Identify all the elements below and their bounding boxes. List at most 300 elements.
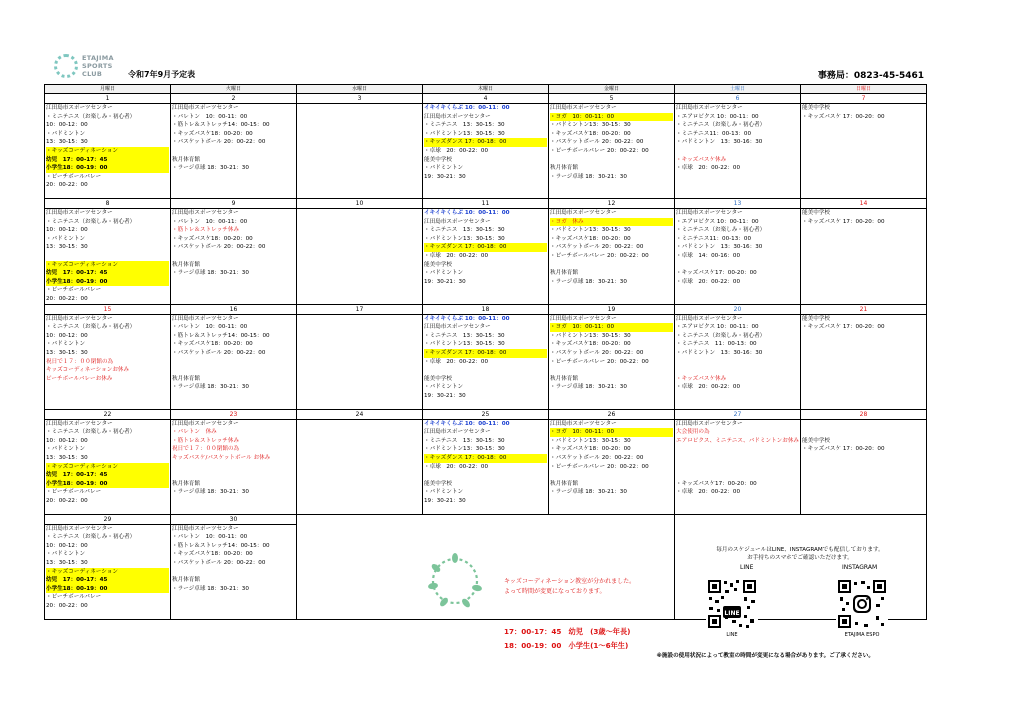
weekday-tue: 火曜日 [171, 85, 297, 94]
schedule-line: 20：00-22：00 [46, 295, 88, 302]
sns-heading-line-1: 毎月のスケジュールはLINE、INSTAGRAMでも配信しております。 [716, 547, 884, 553]
schedule-line [676, 261, 799, 270]
schedule-line: ・バドミントン [424, 165, 464, 172]
schedule-line: 江田島市スポーツセンター [676, 315, 743, 322]
logo-text [82, 54, 114, 78]
schedule-line: 秋月体育館 [172, 577, 200, 584]
schedule-line [424, 471, 547, 480]
day-number: 15 [45, 305, 170, 315]
empty-day-cell [549, 514, 675, 619]
schedule-line: ・エアロビクス 10：00-11：00 [676, 218, 759, 225]
schedule-line: ・卓球 14：00-16：00 [676, 252, 741, 259]
schedule-line: ・バスケットボール 20：00-22：00 [172, 139, 266, 146]
instagram-qr-caption: ETAJIMA ESPO [844, 632, 880, 638]
schedule-line [550, 156, 673, 165]
schedule-line: ・ミニテニス（お楽しみ・初心者） [46, 534, 136, 541]
notice-line-2: よって時間が変更になっております。 [504, 588, 606, 595]
schedule-line [676, 147, 799, 156]
schedule-line: ・筋トレ＆ストレッチ14：00-15：00 [172, 122, 270, 129]
schedule-line: 能美中学校 [424, 261, 452, 268]
day-number: 28 [801, 410, 926, 420]
calendar-table [44, 84, 927, 620]
schedule-line [676, 366, 799, 375]
schedule-line: ・ミニテニス（お楽しみ・初心者） [46, 429, 136, 436]
day-number: 9 [171, 199, 296, 209]
schedule-line: ・バスケットボール 20：00-22：00 [172, 559, 266, 566]
schedule-line: 13：30-15：30 [46, 454, 88, 461]
schedule-line: ・ヨガ 10：00-11：00 [550, 323, 673, 332]
schedule-line: ・卓球 20：00-22：00 [424, 147, 489, 154]
calendar-day-cell [45, 199, 171, 305]
schedule-line: ・バレトン 10：00-11：00 [172, 534, 248, 541]
schedule-line: 小学生18：00-19：00 [46, 585, 169, 594]
day-number: 14 [801, 199, 926, 209]
schedule-line: ・キッズバスケ17：00-20：00 [676, 480, 757, 487]
schedule-line [172, 471, 295, 480]
schedule-line: 19：30-21：30 [424, 278, 466, 285]
schedule-line: ・バドミントン13：30-15：30 [424, 446, 505, 453]
schedule-line: ・ミニテニス 13：30-15：30 [424, 227, 505, 234]
schedule-line: ・キッズバスケ 17：00-20：00 [802, 218, 885, 225]
day-schedule [549, 209, 674, 286]
day-schedule [423, 315, 548, 401]
weekday-sun: 日曜日 [801, 85, 927, 94]
schedule-line: 江田島市スポーツセンター [676, 210, 743, 216]
schedule-line: 能美中学校 [424, 156, 452, 163]
schedule-line: ・ミニテニス11：00-13：00 [676, 130, 752, 137]
schedule-line: ・キッズダンス 17：00-18：00 [424, 138, 547, 147]
schedule-line: 13：30-15：30 [46, 349, 88, 356]
schedule-line: 13：30-15：30 [46, 244, 88, 251]
schedule-line [676, 471, 799, 480]
calendar-week-row [45, 409, 927, 514]
schedule-line: ・ラージ卓球 18：30-21：30 [550, 384, 627, 391]
day-schedule [675, 104, 800, 173]
schedule-line: ・キッズコーディネーション [46, 261, 169, 270]
day-number: 26 [549, 410, 674, 420]
schedule-line [676, 358, 799, 367]
schedule-line [172, 568, 295, 577]
schedule-line: 能美中学校 [802, 315, 830, 322]
schedule-line: ・ラージ卓球 18：30-21：30 [550, 173, 627, 180]
schedule-line: ・ビーチボールバレー [46, 489, 102, 496]
schedule-line: 秋月体育館 [172, 375, 200, 382]
schedule-line: 江田島市スポーツセンター [676, 420, 743, 427]
schedule-line: 江田島市スポーツセンター [46, 525, 113, 532]
schedule-line: ・キッズコーディネーション [46, 568, 169, 577]
schedule-line [802, 428, 925, 437]
schedule-line: 13：30-15：30 [46, 559, 88, 566]
schedule-line: ・筋トレ＆ストレッチ休み [172, 437, 240, 444]
schedule-line: 江田島市スポーツセンター [46, 210, 113, 216]
schedule-line: ・ビーチボールバレー 20：00-22：00 [550, 358, 649, 365]
schedule-line: 江田島市スポーツセンター [424, 113, 491, 120]
schedule-line: ・ビーチボールバレー 20：00-22：00 [550, 147, 649, 154]
page-title: 令和7年9月予定表 [128, 70, 196, 79]
calendar-day-cell [801, 409, 927, 514]
calendar-day-cell [171, 199, 297, 305]
day-schedule [675, 209, 800, 286]
day-number: 6 [675, 94, 800, 104]
day-schedule [45, 525, 170, 611]
calendar-day-cell [45, 304, 171, 409]
line-label: LINE [740, 564, 754, 571]
schedule-line: 幼児 17：00-17：45 [46, 471, 169, 480]
calendar-week-row [45, 94, 927, 199]
schedule-line: ・バスケットボール 20：00-22：00 [550, 349, 644, 356]
day-schedule [801, 420, 926, 454]
schedule-line: ・キッズバスケ18：00-20：00 [550, 130, 631, 137]
schedule-line: 能美中学校 [802, 105, 830, 111]
schedule-line: ・バドミントン13：30-15：30 [550, 332, 631, 339]
schedule-line: ・バスケットボール 20：00-22：00 [172, 349, 266, 356]
schedule-line: 江田島市スポーツセンター [46, 315, 113, 322]
day-number: 10 [297, 199, 422, 209]
schedule-line: イキイキくらぶ 10：00-11：00 [424, 105, 510, 111]
schedule-line: 19：30-21：30 [424, 392, 466, 399]
schedule-line: ・バドミントン13：30-15：30 [424, 235, 505, 242]
schedule-line [172, 147, 295, 156]
schedule-line: ・ビーチボールバレー [46, 287, 102, 294]
schedule-line: ・ラージ卓球 18：30-21：30 [172, 585, 249, 592]
day-number: 8 [45, 199, 170, 209]
schedule-line [172, 463, 295, 472]
sns-heading-line-2: お手持ちのスマホでご確認いただけます。 [747, 555, 853, 561]
schedule-line: ・キッズダンス 17：00-18：00 [424, 454, 547, 463]
time-line-elementary: 18：00-19：00 小学生(1～6年生) [504, 641, 629, 650]
schedule-line: ・ミニテニス 13：30-15：30 [424, 437, 505, 444]
schedule-line: 秋月体育館 [550, 270, 578, 277]
schedule-line: 能美中学校 [424, 375, 452, 382]
schedule-line: 秋月体育館 [172, 156, 200, 163]
schedule-line: ・キッズバスケ18：00-20：00 [172, 341, 253, 348]
time-line-infant: 17：00-17：45 幼児 (3歳～年長) [504, 627, 631, 636]
schedule-line: 10：00-12：00 [46, 332, 88, 339]
wreath-illustration [424, 550, 486, 612]
day-number: 23 [171, 410, 296, 420]
schedule-line: ・キッズバスケ18：00-20：00 [550, 235, 631, 242]
weekday-header-row [45, 85, 927, 94]
day-number: 29 [45, 515, 170, 525]
schedule-line: 祝日で１７：００閉館の為 [46, 358, 114, 365]
schedule-line: 10：00-12：00 [46, 542, 88, 549]
schedule-line: ・キッズバスケ17：00-20：00 [676, 270, 757, 277]
calendar-day-cell [297, 409, 423, 514]
schedule-line: エアロビクス、ミニテニス、バドミントンお休み [676, 437, 800, 444]
schedule-line: 江田島市スポーツセンター [550, 420, 617, 427]
calendar-day-cell [801, 199, 927, 305]
schedule-line: イキイキくらぶ 10：00-11：00 [424, 210, 510, 216]
schedule-line: 小学生18：00-19：00 [46, 164, 169, 173]
schedule-line: ・ミニテニス 13：30-15：30 [424, 332, 505, 339]
day-number: 27 [675, 410, 800, 420]
schedule-line: 10：00-12：00 [46, 122, 88, 129]
schedule-line: 10：00-12：00 [46, 437, 88, 444]
calendar-day-cell [45, 514, 171, 619]
schedule-line [424, 366, 547, 375]
schedule-line: ・筋トレ＆ストレッチ14：00-15：00 [172, 542, 270, 549]
schedule-line: 20：00-22：00 [46, 497, 88, 504]
schedule-line: 能美中学校 [802, 437, 830, 444]
day-schedule [423, 104, 548, 181]
schedule-line [550, 471, 673, 480]
weekday-thu: 木曜日 [423, 85, 549, 94]
instagram-label: INSTAGRAM [842, 564, 878, 571]
day-schedule [549, 420, 674, 497]
day-number: 5 [549, 94, 674, 104]
schedule-line: ・ラージ卓球 18：30-21：30 [172, 270, 249, 277]
footnote: ※施設の使用状況によって教室の時間が変更になる場合があります。ご了承ください。 [656, 653, 874, 659]
schedule-line: 江田島市スポーツセンター [550, 210, 617, 216]
schedule-line: ・バドミントン13：30-15：30 [550, 227, 631, 234]
logo-line-1: ETAJIMA [82, 54, 114, 62]
day-schedule [423, 420, 548, 506]
schedule-line: ・バドミントン13：30-15：30 [550, 122, 631, 129]
schedule-line: ・ヨガ 10：00-11：00 [550, 113, 673, 122]
day-schedule [171, 315, 296, 392]
schedule-line: ・ミニテニス11：00-13：00 [676, 235, 752, 242]
schedule-line: 江田島市スポーツセンター [172, 105, 239, 111]
schedule-line: ・卓球 20：00-22：00 [676, 165, 741, 172]
schedule-line: ・キッズバスケ休み [676, 375, 727, 382]
schedule-line: ・卓球 20：00-22：00 [676, 278, 741, 285]
schedule-line: ・バレトン 10：00-11：00 [172, 324, 248, 331]
schedule-line: ・ミニテニス（お楽しみ・初心者） [46, 218, 136, 225]
day-schedule [801, 315, 926, 332]
day-schedule [549, 315, 674, 392]
schedule-line: イキイキくらぶ 10：00-11：00 [424, 420, 510, 427]
schedule-line: ・キッズバスケ 17：00-20：00 [802, 113, 885, 120]
calendar-day-cell [549, 94, 675, 199]
calendar-day-cell [549, 304, 675, 409]
schedule-line: ・バドミントン 13：30-16：30 [676, 244, 763, 251]
schedule-line: ・キッズバスケ18：00-20：00 [550, 446, 631, 453]
sns-heading [676, 546, 924, 562]
day-schedule [45, 104, 170, 190]
instagram-qr-code[interactable] [836, 578, 888, 630]
day-number: 21 [801, 305, 926, 315]
schedule-line: 幼児 17：00-17：45 [46, 269, 169, 278]
logo-line-3: CLUB [82, 70, 103, 78]
day-schedule [171, 420, 296, 497]
calendar-day-cell [423, 304, 549, 409]
calendar-day-cell [675, 199, 801, 305]
day-number: 19 [549, 305, 674, 315]
schedule-line: 江田島市スポーツセンター [46, 105, 113, 111]
schedule-line: ・卓球 20：00-22：00 [676, 489, 741, 496]
day-schedule [801, 104, 926, 121]
schedule-line: ・ミニテニス 13：30-15：30 [424, 122, 505, 129]
schedule-line: ・バドミントン [46, 551, 86, 558]
schedule-line [46, 252, 169, 261]
day-schedule [171, 525, 296, 594]
schedule-line: ・卓球 20：00-22：00 [424, 358, 489, 365]
calendar-week-row [45, 199, 927, 305]
schedule-line: 能美中学校 [802, 210, 830, 216]
schedule-line: ・ビーチボールバレー 20：00-22：00 [550, 252, 649, 259]
calendar-day-cell [45, 409, 171, 514]
day-number: 30 [171, 515, 296, 525]
kids-coordination-notice [504, 577, 635, 597]
svg-text:LINE: LINE [724, 610, 740, 617]
schedule-line: 幼児 17：00-17：45 [46, 156, 169, 165]
schedule-line: 江田島市スポーツセンター [172, 525, 239, 532]
day-number: 13 [675, 199, 800, 209]
calendar-day-cell [549, 409, 675, 514]
schedule-line: ビーチボールバレーお休み [46, 375, 113, 382]
schedule-line: ・ミニテニス（お楽しみ・初心者） [46, 324, 136, 331]
kids-coordination-times [504, 625, 630, 653]
day-schedule [675, 420, 800, 497]
schedule-line: ・筋トレ＆ストレッチ休み [172, 227, 240, 234]
schedule-line: ・ビーチボールバレー [46, 594, 102, 601]
day-number: 2 [171, 94, 296, 104]
calendar-day-cell [171, 514, 297, 619]
schedule-line: ・ミニテニス 11：00-13：00 [676, 341, 757, 348]
schedule-line: ・キッズバスケ休み [676, 156, 727, 163]
schedule-line: ・キッズバスケ18：00-20：00 [172, 551, 253, 558]
calendar-day-cell [297, 199, 423, 305]
schedule-line: キッズバスケ/バスケットボール お休み [172, 454, 271, 461]
schedule-line: 江田島市スポーツセンター [46, 420, 113, 427]
schedule-line: 小学生18：00-19：00 [46, 480, 169, 489]
schedule-line: ・キッズバスケ 17：00-20：00 [802, 446, 885, 453]
schedule-line: イキイキくらぶ 10：00-11：00 [424, 315, 510, 322]
day-schedule [171, 104, 296, 173]
schedule-line: ・ラージ卓球 18：30-21：30 [172, 165, 249, 172]
schedule-line: ・バスケットボール 20：00-22：00 [550, 139, 644, 146]
schedule-line: 秋月体育館 [550, 375, 578, 382]
day-schedule [675, 315, 800, 392]
schedule-line: ・バドミントン 13：30-16：30 [676, 139, 763, 146]
schedule-line: 江田島市スポーツセンター [550, 105, 617, 111]
schedule-line: 江田島市スポーツセンター [550, 315, 617, 322]
schedule-line: ・ビーチボールバレー [46, 173, 102, 180]
schedule-line: ・キッズバスケ18：00-20：00 [550, 341, 631, 348]
schedule-line [550, 366, 673, 375]
schedule-line: 江田島市スポーツセンター [172, 315, 239, 322]
schedule-line: ・ミニテニス（お楽しみ・初心者） [676, 122, 766, 129]
day-schedule [45, 420, 170, 506]
schedule-line: ・キッズバスケ18：00-20：00 [172, 235, 253, 242]
line-qr-code[interactable] [706, 578, 758, 630]
schedule-line: ・卓球 20：00-22：00 [676, 384, 741, 391]
schedule-line: ・ラージ卓球 18：30-21：30 [550, 278, 627, 285]
day-number: 12 [549, 199, 674, 209]
day-schedule [45, 315, 170, 384]
calendar-week-row [45, 304, 927, 409]
day-schedule [171, 209, 296, 278]
schedule-line: ・ミニテニス（お楽しみ・初心者） [46, 113, 136, 120]
schedule-line: 江田島市スポーツセンター [424, 429, 491, 436]
schedule-line: 小学生18：00-19：00 [46, 278, 169, 287]
schedule-line: ・バドミントン [46, 130, 86, 137]
day-number: 25 [423, 410, 548, 420]
schedule-line: ・ラージ卓球 18：30-21：30 [550, 489, 627, 496]
schedule-line: ・ミニテニス（お楽しみ・初心者） [676, 227, 766, 234]
calendar-day-cell [801, 304, 927, 409]
schedule-line: ・ヨガ 10：00-11：00 [550, 428, 673, 437]
day-number: 24 [297, 410, 422, 420]
schedule-line [676, 454, 799, 463]
schedule-line: ・バドミントン13：30-15：30 [424, 130, 505, 137]
schedule-line: 幼児 17：00-17：45 [46, 576, 169, 585]
schedule-line: 能美中学校 [424, 480, 452, 487]
schedule-line: 江田島市スポーツセンター [172, 210, 239, 216]
schedule-line: ・バドミントン [46, 341, 86, 348]
day-number: 7 [801, 94, 926, 104]
calendar-day-cell [423, 409, 549, 514]
schedule-line: 江田島市スポーツセンター [172, 420, 239, 427]
day-number: 17 [297, 305, 422, 315]
schedule-line: 秋月体育館 [172, 261, 200, 268]
weekday-fri: 金曜日 [549, 85, 675, 94]
schedule-line: 19：30-21：30 [424, 173, 466, 180]
schedule-line: ・バドミントン 13：30-16：30 [676, 349, 763, 356]
schedule-line: ・キッズコーディネーション [46, 463, 169, 472]
schedule-line: 20：00-22：00 [46, 182, 88, 189]
schedule-line: ・筋トレ＆ストレッチ14：00-15：00 [172, 332, 270, 339]
schedule-line: 祝日で１７：００閉館の為 [172, 446, 240, 453]
schedule-line: ・バドミントン [46, 235, 86, 242]
day-number: 1 [45, 94, 170, 104]
schedule-line: ・バスケットボール 20：00-22：00 [172, 244, 266, 251]
day-number: 4 [423, 94, 548, 104]
schedule-line [172, 252, 295, 261]
empty-day-cell [297, 514, 423, 619]
weekday-sat: 土曜日 [675, 85, 801, 94]
schedule-line: ・バレトン 休み [172, 429, 217, 436]
calendar-day-cell [675, 304, 801, 409]
calendar-day-cell [297, 304, 423, 409]
schedule-line: ・バドミントン13：30-15：30 [550, 437, 631, 444]
schedule-line: ・キッズバスケ18：00-20：00 [172, 130, 253, 137]
schedule-line: ・キッズバスケ 17：00-20：00 [802, 324, 885, 331]
schedule-line: ・ラージ卓球 18：30-21：30 [172, 489, 249, 496]
day-number: 16 [171, 305, 296, 315]
calendar-day-cell [549, 199, 675, 305]
calendar-day-cell [171, 409, 297, 514]
schedule-line: 江田島市スポーツセンター [424, 324, 491, 331]
day-number: 18 [423, 305, 548, 315]
schedule-line: 10：00-12：00 [46, 227, 88, 234]
day-schedule [801, 209, 926, 226]
schedule-line [676, 445, 799, 454]
calendar-day-cell [171, 94, 297, 199]
day-number: 3 [297, 94, 422, 104]
schedule-line: ・バドミントン [424, 489, 464, 496]
schedule-line: ・卓球 20：00-22：00 [424, 463, 489, 470]
schedule-line: ・バドミントン [46, 446, 86, 453]
schedule-line: ・卓球 20：00-22：00 [424, 252, 489, 259]
schedule-line: ・バレトン 10：00-11：00 [172, 113, 248, 120]
weekday-mon: 月曜日 [45, 85, 171, 94]
schedule-line: ・ミニテニス（お楽しみ・初心者） [676, 332, 766, 339]
calendar-day-cell [675, 409, 801, 514]
schedule-line [172, 366, 295, 375]
schedule-line [550, 261, 673, 270]
schedule-line: 大会使用の為 [676, 429, 710, 436]
day-number: 20 [675, 305, 800, 315]
schedule-line: ・バレトン 10：00-11：00 [172, 218, 248, 225]
schedule-line: 秋月体育館 [550, 480, 578, 487]
calendar-day-cell [171, 304, 297, 409]
schedule-line: ・キッズダンス 17：00-18：00 [424, 349, 547, 358]
schedule-line: ・バスケットボール 20：00-22：00 [550, 244, 644, 251]
schedule-line: 20：00-22：00 [46, 602, 88, 609]
weekday-wed: 水曜日 [297, 85, 423, 94]
logo-ring-icon [54, 54, 78, 78]
